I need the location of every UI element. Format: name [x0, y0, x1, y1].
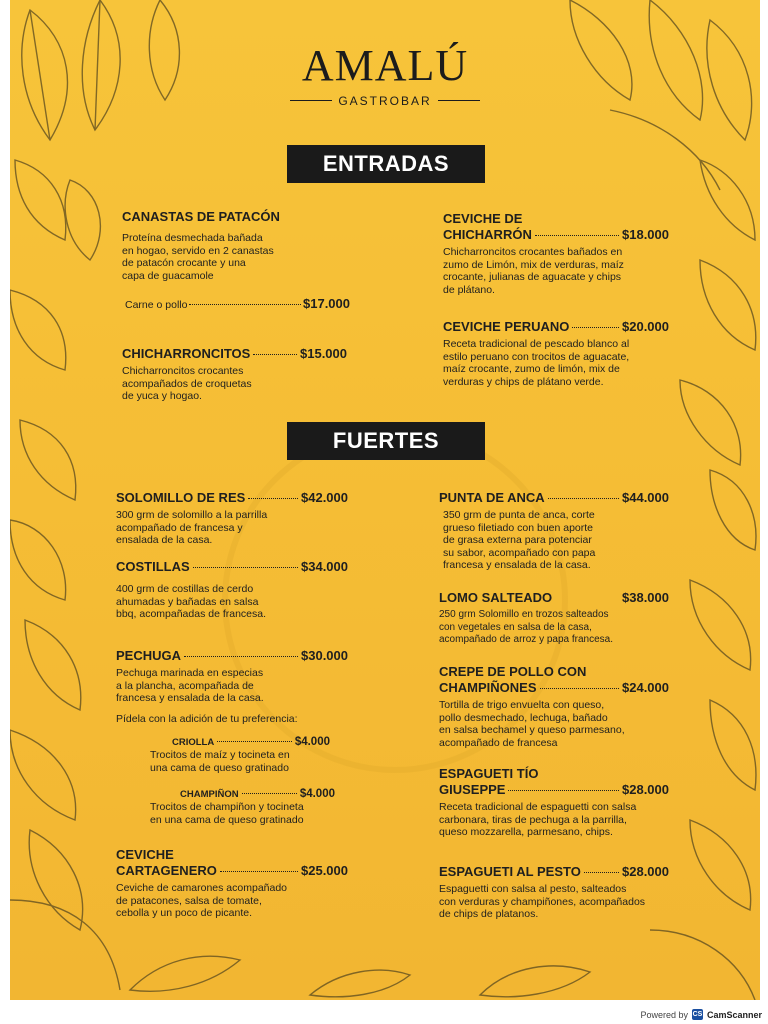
watermark-prefix: Powered by	[640, 1009, 688, 1020]
item-name: SOLOMILLO DE RES	[116, 490, 246, 505]
item-name-line1: CEVICHE	[116, 847, 174, 862]
item-description: 400 grm de costillas de cerdo ahumadas y bañadas en salsa bbq, acompañadas de francesa.	[116, 583, 267, 621]
menu-item-ceviche-peruano	[443, 319, 669, 388]
addition-price: $4.000	[294, 736, 330, 748]
camscanner-icon: CS	[692, 1011, 703, 1018]
dot-leader	[220, 871, 298, 872]
item-title-row	[116, 559, 348, 575]
item-price: $30.000	[301, 648, 348, 663]
dot-leader	[572, 327, 619, 328]
item-title-row	[116, 863, 348, 879]
divider	[290, 100, 332, 101]
item-title-row	[116, 490, 348, 506]
item-title-row	[439, 590, 669, 606]
brand-name: AMALÚ	[301, 41, 469, 90]
item-description: Receta tradicional de espaguetti con salsa carbonara, tiras de pechuga a la parrilla, queso mozzarella, parmesano, chips.	[439, 801, 637, 839]
item-title-row	[122, 346, 347, 362]
item-title-row	[439, 680, 669, 696]
item-title-row	[443, 319, 669, 335]
item-price: $38.000	[622, 590, 669, 605]
item-price: $24.000	[622, 680, 669, 695]
item-name-line2: GIUSEPPE	[439, 782, 506, 797]
item-name: PECHUGA	[116, 648, 182, 663]
item-name-line2: CARTAGENERO	[116, 863, 217, 878]
item-price: $34.000	[301, 559, 348, 574]
item-description: Pechuga marinada en especias a la plancha, acompañada de francesa y ensalada de la casa.	[116, 667, 264, 705]
item-description: Proteína desmechada bañada en hogao, servido en 2 canastas de patacón crocante y una capa de guacamole	[122, 232, 274, 282]
item-title-row	[439, 782, 669, 798]
item-price: $15.000	[300, 346, 347, 361]
dot-leader	[242, 793, 297, 794]
item-name: CHICHARRONCITOS	[122, 346, 251, 361]
item-name: CEVICHE PERUANO	[443, 319, 570, 334]
dot-leader	[184, 656, 298, 657]
item-description: Espaguetti con salsa al pesto, salteados con verduras y champiñones, acompañados de chips de platanos.	[439, 883, 646, 921]
item-description: 300 grm de solomillo a la parrilla acompañado de francesa y ensalada de la casa.	[116, 509, 268, 547]
dot-leader	[253, 354, 297, 355]
item-name-line1: CEVICHE DE	[443, 211, 523, 226]
dot-leader	[535, 235, 619, 236]
item-name-line2: CHICHARRÓN	[443, 227, 532, 242]
addition-price: $4.000	[299, 788, 335, 800]
addition-title-row	[180, 788, 335, 800]
item-name: COSTILLAS	[116, 559, 190, 574]
dot-leader	[548, 498, 619, 499]
item-name-line1: CREPE DE POLLO CON	[439, 664, 587, 679]
item-price: $42.000	[301, 490, 348, 505]
section-header-fuertes: FUERTES	[287, 422, 485, 460]
brand-logo	[10, 41, 760, 108]
item-price: $28.000	[622, 782, 669, 797]
item-title-row	[439, 490, 669, 506]
item-description: Tortilla de trigo envuelta con queso, pollo desmechado, lechuga, bañado en salsa bechamel y queso parmesano, acompañado de francesa	[439, 699, 625, 749]
item-title-row	[439, 864, 669, 880]
item-description: Chicharroncitos crocantes bañados en zumo de Limón, mix de verduras, maíz crocante, julianas de aguacate y chips de plátano.	[443, 246, 624, 296]
item-description: 350 grm de punta de anca, corte grueso filetiado con buen aporte de grasa externa para potenciar su sabor, acompañado con papa francesa y ensalada de la casa.	[443, 509, 596, 572]
addition-name: CRIOLLA	[172, 737, 215, 748]
menu-item-chicharroncitos	[122, 346, 347, 403]
menu-item-espagueti-pesto	[439, 864, 669, 921]
item-price: $18.000	[622, 227, 669, 242]
menu-item-ceviche-chicharron	[443, 211, 669, 296]
dot-leader	[508, 790, 619, 791]
item-price: $20.000	[622, 319, 669, 334]
dot-leader	[248, 498, 298, 499]
item-name: PUNTA DE ANCA	[439, 490, 545, 505]
menu-item-solomillo	[116, 490, 348, 547]
option-label: Carne o pollo	[125, 299, 188, 312]
addition-description: Trocitos de maíz y tocineta en una cama de queso gratinado	[150, 749, 290, 774]
dot-leader	[193, 567, 298, 568]
addition-champinon	[150, 788, 335, 826]
menu-item-lomo-salteado	[439, 590, 669, 647]
menu-item-canastas	[122, 209, 350, 311]
item-title-row	[443, 227, 669, 243]
menu-item-pechuga	[116, 648, 348, 725]
item-name: LOMO SALTEADO	[439, 590, 553, 605]
item-name-line1: ESPAGUETI TÍO	[439, 766, 539, 781]
menu-item-ceviche-cartagenero	[116, 847, 348, 920]
menu-page	[10, 0, 760, 1000]
item-price: $25.000	[301, 863, 348, 878]
addition-title-row	[172, 736, 330, 748]
dot-leader	[189, 304, 301, 305]
item-description: Chicharroncitos crocantes acompañados de croquetas de yuca y hogao.	[122, 365, 252, 403]
menu-item-costillas	[116, 559, 348, 621]
menu-item-punta-anca	[439, 490, 669, 572]
scanner-watermark	[640, 1009, 762, 1020]
dot-leader	[584, 872, 619, 873]
item-price: $44.000	[622, 490, 669, 505]
item-name-line2: CHAMPIÑONES	[439, 680, 537, 695]
dot-leader	[217, 741, 292, 742]
dot-leader	[540, 688, 619, 689]
menu-item-espagueti-giuseppe	[439, 766, 669, 839]
item-description: Ceviche de camarones acompañado de patacones, salsa de tomate, cebolla y un poco de picante.	[116, 882, 288, 920]
divider	[438, 100, 480, 101]
addition-description: Trocitos de champiñon y tocineta en una cama de queso gratinado	[150, 801, 304, 826]
addition-criolla	[150, 736, 330, 774]
watermark-brand: CamScanner	[706, 1009, 762, 1020]
item-name: ESPAGUETI AL PESTO	[439, 864, 581, 879]
item-title-row	[116, 648, 348, 664]
item-description: 250 grm Solomillo en trozos salteados con vegetales en salsa de la casa, acompañado de arroz y papa francesa.	[439, 609, 613, 646]
section-header-entradas: ENTRADAS	[287, 145, 485, 183]
item-price: $28.000	[622, 864, 669, 879]
addition-name: CHAMPIÑON	[180, 789, 239, 800]
addition-prompt: Pídela con la adición de tu preferencia:	[116, 712, 298, 725]
item-description: Receta tradicional de pescado blanco al estilo peruano con trocitos de aguacate, maíz crocante, zumo de limón, mix de verduras y chips de plátano verde.	[443, 338, 630, 388]
item-price: $17.000	[303, 296, 350, 312]
item-name: CANASTAS DE PATACÓN	[122, 209, 280, 224]
brand-tagline: GASTROBAR	[338, 93, 432, 108]
item-option-line	[125, 296, 350, 311]
menu-item-crepe	[439, 664, 669, 749]
brand-tagline-row	[290, 94, 479, 108]
